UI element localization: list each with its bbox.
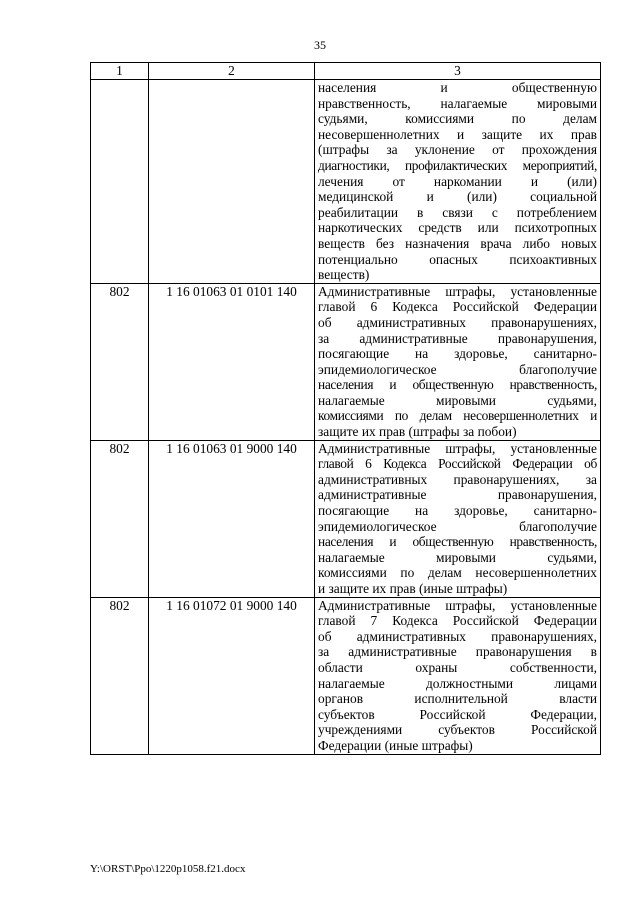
description-line: защите их прав (штрафы за побои) bbox=[318, 424, 517, 440]
description-line: об административных правонарушениях, bbox=[318, 628, 597, 644]
description-line: эпидемиологическое благополучие bbox=[318, 518, 597, 534]
description-line: Административные штрафы, установленные bbox=[318, 283, 597, 299]
table-row bbox=[91, 440, 601, 597]
description-line: органов исполнительной власти bbox=[318, 691, 597, 707]
description-line: посягающие на здоровье, санитарно- bbox=[318, 346, 597, 362]
description-line: Административные штрафы, установленные bbox=[318, 597, 597, 613]
page-number: 35 bbox=[314, 38, 326, 52]
description-line: налагаемые должностными лицами bbox=[318, 675, 597, 691]
cell-description bbox=[315, 440, 601, 597]
description-line: медицинской и (или) социальной bbox=[318, 189, 597, 205]
description-line: посягающие на здоровье, санитарно- bbox=[318, 503, 597, 519]
description-line: нравственность, налагаемые мировыми bbox=[318, 95, 597, 111]
description-line: лечения от наркомании и (или) bbox=[318, 173, 597, 189]
description-line: веществ без назначения врача либо новых bbox=[318, 235, 597, 251]
description-line: реабилитации в связи с потреблением bbox=[318, 204, 597, 220]
table-row bbox=[91, 597, 601, 754]
description-line: налагаемые мировыми судьями, bbox=[318, 392, 597, 408]
description-line: несовершеннолетних и защите их прав bbox=[318, 126, 597, 142]
description-line: учреждениями субъектов Российской bbox=[318, 722, 597, 738]
description-line: населения и общественную нравственность, bbox=[318, 377, 597, 393]
description-line: наркотических средств или психотропных bbox=[318, 220, 597, 236]
description-line: административные правонарушения, bbox=[318, 487, 597, 503]
description-line: комиссиями по делам несовершеннолетних bbox=[318, 565, 597, 581]
description-line: налагаемые мировыми судьями, bbox=[318, 549, 597, 565]
description-line: Федерации (иные штрафы) bbox=[318, 737, 473, 753]
header-col-1: 1 bbox=[91, 63, 149, 80]
cell-admin-code: 802 bbox=[91, 440, 149, 597]
description-line: и защите их прав (иные штрафы) bbox=[318, 581, 508, 596]
cell-budget-code: 1 16 01063 01 9000 140 bbox=[149, 440, 315, 597]
description-line: об административных правонарушениях, bbox=[318, 314, 597, 330]
table-row bbox=[91, 283, 601, 440]
cell-admin-code: 802 bbox=[91, 283, 149, 440]
description-line: главой 6 Кодекса Российской Федерации об bbox=[318, 456, 597, 472]
description-line: Административные штрафы, установленные bbox=[318, 440, 597, 456]
cell-admin-code: 802 bbox=[91, 597, 149, 754]
description-line: области охраны собственности, bbox=[318, 659, 597, 675]
cell-description bbox=[315, 283, 601, 440]
description-line: главой 7 Кодекса Российской Федерации bbox=[318, 613, 597, 629]
description-line: за административные правонарушения в bbox=[318, 644, 597, 660]
description-line: населения и общественную нравственность, bbox=[318, 534, 597, 550]
cell-admin-code bbox=[91, 80, 149, 284]
document-table bbox=[90, 62, 601, 755]
table-body bbox=[91, 80, 601, 755]
description-line: диагностики, профилактических мероприятий, bbox=[318, 157, 597, 173]
cell-budget-code: 1 16 01072 01 9000 140 bbox=[149, 597, 315, 754]
header-col-2: 2 bbox=[149, 63, 315, 80]
table-header-row bbox=[91, 63, 601, 80]
description-line: потенциально опасных психоактивных bbox=[318, 251, 597, 267]
cell-budget-code: 1 16 01063 01 0101 140 bbox=[149, 283, 315, 440]
description-line: судьями, комиссиями по делам bbox=[318, 111, 597, 127]
table-row bbox=[91, 80, 601, 284]
description-line: эпидемиологическое благополучие bbox=[318, 361, 597, 377]
cell-description bbox=[315, 597, 601, 754]
header-col-3: 3 bbox=[315, 63, 601, 80]
description-line: населения и общественную bbox=[318, 80, 597, 95]
cell-description bbox=[315, 80, 601, 284]
description-line: главой 6 Кодекса Российской Федерации bbox=[318, 299, 597, 315]
description-line: административных правонарушениях, за bbox=[318, 471, 597, 487]
description-line: за административные правонарушения, bbox=[318, 330, 597, 346]
cell-budget-code bbox=[149, 80, 315, 284]
description-line: веществ) bbox=[318, 267, 370, 283]
description-line: комиссиями по делам несовершеннолетних и bbox=[318, 408, 597, 424]
description-line: (штрафы за уклонение от прохождения bbox=[318, 142, 597, 158]
description-line: субъектов Российской Федерации, bbox=[318, 706, 597, 722]
footer-file-path: Y:\ORST\Ppo\1220p1058.f21.docx bbox=[90, 863, 246, 875]
